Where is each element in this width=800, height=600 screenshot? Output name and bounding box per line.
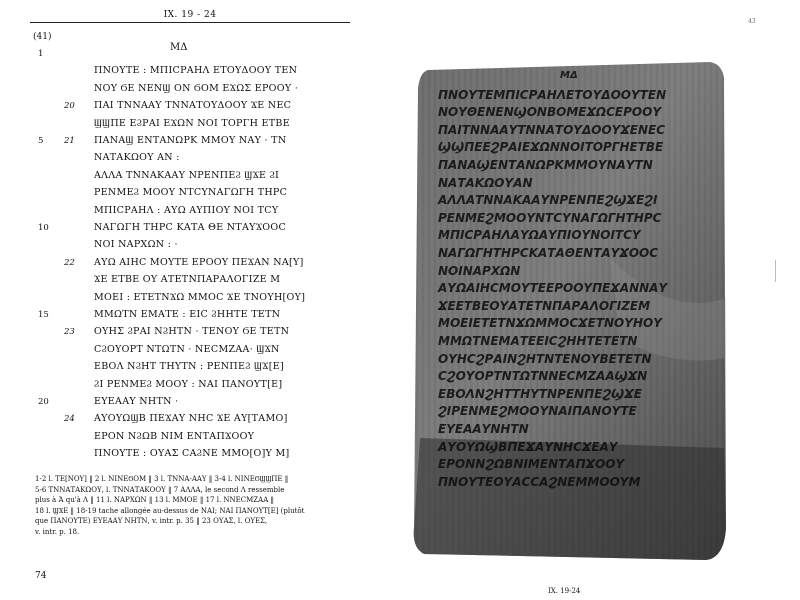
coptic-line: ΜΟΕΙ : ΕΤΕΤΝϪΩ ΜΜΟC ϪΕ ΤΝΟΥΗ[ΟΥ] [94,291,306,303]
left-page [0,0,380,600]
critical-apparatus [35,474,365,537]
verse-number: 23 [64,327,75,338]
coptic-line: ΕΥΕΑΑΥ ΝΗΤΝ · [94,396,179,407]
papyrus-text-line: ΠΝΟΥΤΕΜΠΙCΡΑΗΛΕΤΟΥΔΟΟΥΤΕΝ [438,87,667,102]
apparatus-note: que ΠΑΝΟΥΤΕ) ΕΥΕΑΑΥ ΝΗΤΝ, v. intr. p. 35 ‖ 23 ΟΥΑΣ, l. ΟΥΕΣ, [35,517,268,525]
papyrus-text-line: CϨΟΥΟΡΤΝΤΩΤΝΝΕCΜΖΑΑϢϪΝ [438,369,648,384]
margin-tick [775,260,776,282]
page-number: 74 [35,571,47,581]
line-number: 15 [38,310,49,320]
coptic-line: ΠΝΟΥΤΕ : ΟΥΑΣ CΑϨΝΕ ΜΜΟ[Ο]Υ Μ] [94,448,290,460]
papyrus-text-line: ϨΙΡΕΝΜΕϨΜΟΟΥΝΑΙΠΑΝΟΥΤΕ [438,404,637,419]
plate-caption: IX. 19-24 [548,587,581,595]
line-number: 5 [38,136,44,146]
papyrus-text-line: ΝΟΥΘΕΝΕΝϢΟΝΒΟΜΕϪΩCΕΡΟΟΥ [438,105,662,120]
papyrus-text-line: ΠΑΙΤΝΝΑΑΥΤΝΝΑΤΟΥΔΟΟΥϪΕΝΕC [438,122,666,137]
coptic-line: ΠΝΟΥΤΕ : ΜΠΙCΡΑΗΛ ΕΤΟΥΔΟΟΥ ΤΕΝ [94,65,298,77]
apparatus-note: 1-2 l. ΤΕ[ΝΟΥ] ‖ 2 l. ΝΙΝΕϬΟΜ ‖ 3 l. ΤΝΝΑ-ΑΑΥ ‖ 3-4 l. ΝΙΝΕϬϢϢΠΕ ‖ [35,475,289,483]
verse-number: 20 [64,101,75,112]
coptic-line: ϪΕ ΕΤΒΕ ΟΥ ΑΤΕΤΝΠΑΡΑΛΟΓΙΖΕ Μ [94,274,281,286]
papyrus-page-sign: ΜΔ [560,70,578,81]
coptic-line: ΜΠΙCΡΑΗΛ : ΑΥΩ ΑΥΠΙΟΥ ΝΟΙ ΤCΥ [94,204,279,216]
coptic-line: ΟΥΗΣ ϨΡΑΙ ΝϨΗΤΝ · ΤΕΝΟΥ ϬΕ ΤΕΤΝ [94,326,290,338]
verse-number: 22 [64,257,75,268]
papyrus-text-line: ΝΑΓΩΓΗΤΗΡCΚΑΤΑΘΕΝΤΑΥϪΟΟC [438,246,659,260]
page-sign: ΜΔ [170,42,188,53]
papyrus-text-line: ΕΡΟΝΝϨΩΒΝΙΜΕΝΤΑΠϪΟΟΥ [438,457,625,472]
papyrus-text-line: ΟΥΗCϨΡΑΙΝϨΗΤΝΤΕΝΟΥΒΕΤΕΤΝ [438,351,652,366]
coptic-line: ΝΑΓΩΓΗ ΤΗΡC ΚΑΤΑ ΘΕ ΝΤΑΥϪΟΟC [94,222,287,233]
right-page-mark: 43 [748,18,756,25]
coptic-line: ΑΥΩ ΑΙΗC ΜΟΥΤΕ ΕΡΟΟΥ ΠΕϪΑΝ ΝΑ[Υ] [94,256,304,268]
coptic-line: ΝΑΤΑΚΩΟΥ ΑΝ : [94,152,180,164]
verse-number: 24 [64,414,75,425]
running-head: IX. 19 - 24 [163,10,217,20]
papyrus-text-line: ΑΥΩΑΙΗCΜΟΥΤΕΕΡΟΟΥΠΕϪΑΝΝΑΥ [438,281,668,296]
apparatus-note: v. intr. p. 18. [35,527,80,536]
folio-number: (41) [33,32,52,42]
coptic-line: ΝΟΙ ΝΑΡΧΩΝ : · [94,239,178,251]
coptic-line: CϨΟΥΟΡΤ ΝΤΩΤΝ · ΝΕϹΜΖΑΑ· ϢϪΝ [94,343,280,355]
coptic-line: ΕΒΟΛ ΝϨΗΤ ΤΗΥΤΝ : ΡΕΝΠΕϨ ϢϪ[Ε] [94,361,284,373]
papyrus-text-line: ΕΥΕΑΑΥΝΗΤΝ [438,422,529,436]
line-number: 20 [38,397,49,407]
papyrus-text-line: ΕΒΟΛΝϨΗΤΤΗΥΤΝΡΕΝΠΕϨϢϪΕ [438,386,642,401]
papyrus-text-line: ΝΑΤΑΚΩΟΥΑΝ [438,175,533,190]
papyrus-text-line: ϪΕΕΤΒΕΟΥΑΤΕΤΝΠΑΡΑΛΟΓΙΖΕΜ [438,298,651,313]
apparatus-note: 5-6 ΤΝΝΑΤΑΚΩΟΥ, l. ΤΝΝΑΤΑΚΟΟΥ ‖ 7 ΑΛΛΑ, le second Λ ressemble [35,485,285,494]
papyrus-text-line: ΑΥΟΥΩϢΒΠΕϪΑΥΝΗCϪΕΑΥ [438,439,618,454]
apparatus-note: plus à Ά qu'à Λ ‖ 11 l. ΝΑΡΧΩΝ ‖ 13 l. ΜΜΟΕ ‖ 17 l. ΝΝΕϹΜΖΑΑ ‖ [35,496,274,504]
coptic-line: ΜΜΩΤΝ ΕΜΑΤΕ : ΕΙC ϨΗΗΤΕ ΤΕΤΝ [94,309,281,320]
apparatus-note: 18 l. ϢϪΕ ‖ 18-19 tache allongée au-dessus de ΝΑΙ; ΝΑΙ ΠΑΝΟΥΤ[Ε] (plutôt [35,506,305,515]
papyrus-text-line: ΡΕΝΜΕϨΜΟΟΥΝΤCΥΝΑΓΩΓΗΤΗΡC [438,210,662,225]
papyrus-text-line: ΑΛΛΑΤΝΝΑΚΑΑΥΝΡΕΝΠΕϨϢϪΕϨΙ [438,193,658,208]
coptic-line: ϢϢΠΕ ΕϨΡΑΙ ΕϪΩΝ ΝΟΙ ΤΟΡΓΗ ΕΤΒΕ [94,117,290,129]
papyrus-text-line: ΜΜΩΤΝΕΜΑΤΕΕΙCϨΗΗΤΕΤΕΤΝ [438,334,638,348]
line-number: 10 [38,223,49,233]
coptic-line: ΑΛΛΑ ΤΝΝΑΚΑΑΥ ΝΡΕΝΠΕϨ ϢϪΕ ϨΙ [94,169,280,181]
coptic-line: ΑΥΟΥΩϢΒ ΠΕϪΑΥ ΝΗC ϪΕ ΑΥ[ΤΑΜΟ] [94,413,288,425]
papyrus-text-line: ΝΟΙΝΑΡΧΩΝ [438,263,521,278]
coptic-line: ΡΕΝΜΕϨ ΜΟΟΥ ΝΤCΥΝΑΓΩΓΗ ΤΗΡC [94,187,288,199]
coptic-line: ΠΑΝΑϢ ΕΝΤΑΝΩΡΚ ΜΜΟΥ ΝΑΥ · ΤΝ [94,135,287,146]
papyrus-text-line: ϢϢΠΕΕϨΡΑΙΕϪΩΝΝΟΙΤΟΡΓΗΕΤΒΕ [438,140,664,155]
coptic-line: ϨΙ ΡΕΝΜΕϨ ΜΟΟΥ : ΝΑΙ ΠΑΝΟΥΤ[Ε] [94,378,283,390]
papyrus-text-line: ΠΑΝΑϢΕΝΤΑΝΩΡΚΜΜΟΥΝΑΥΤΝ [438,158,653,172]
papyrus-text-line: ΜΠΙCΡΑΗΛΑΥΩΑΥΠΙΟΥΝΟΙΤCΥ [438,228,641,243]
coptic-line: ΠΑΙ ΤΝΝΑΑΥ ΤΝΝΑΤΟΥΔΟΟΥ ϪΕ ΝΕC [94,100,292,112]
papyrus-text-line: ΜΟΕΙΕΤΕΤΝϪΩΜΜΟCϪΕΤΝΟΥΗΟΥ [438,316,662,331]
header-rule [30,22,350,23]
coptic-line: ΕΡΟΝ ΝϨΩΒ ΝΙΜ ΕΝΤΑΠϪΟΟΥ [94,430,255,442]
papyrus-text-line: ΠΝΟΥΤΕΟΥΑCCΑϨΝΕΜΜΟΟΥΜ [438,474,641,489]
coptic-line: ΝΟΥ ϬΕ ΝΕΝϢ ΟΝ ϬΟΜ ΕϪΩΣ ΕΡΟΟΥ · [94,82,299,94]
line-number: 1 [38,49,44,59]
verse-number: 21 [64,136,75,146]
